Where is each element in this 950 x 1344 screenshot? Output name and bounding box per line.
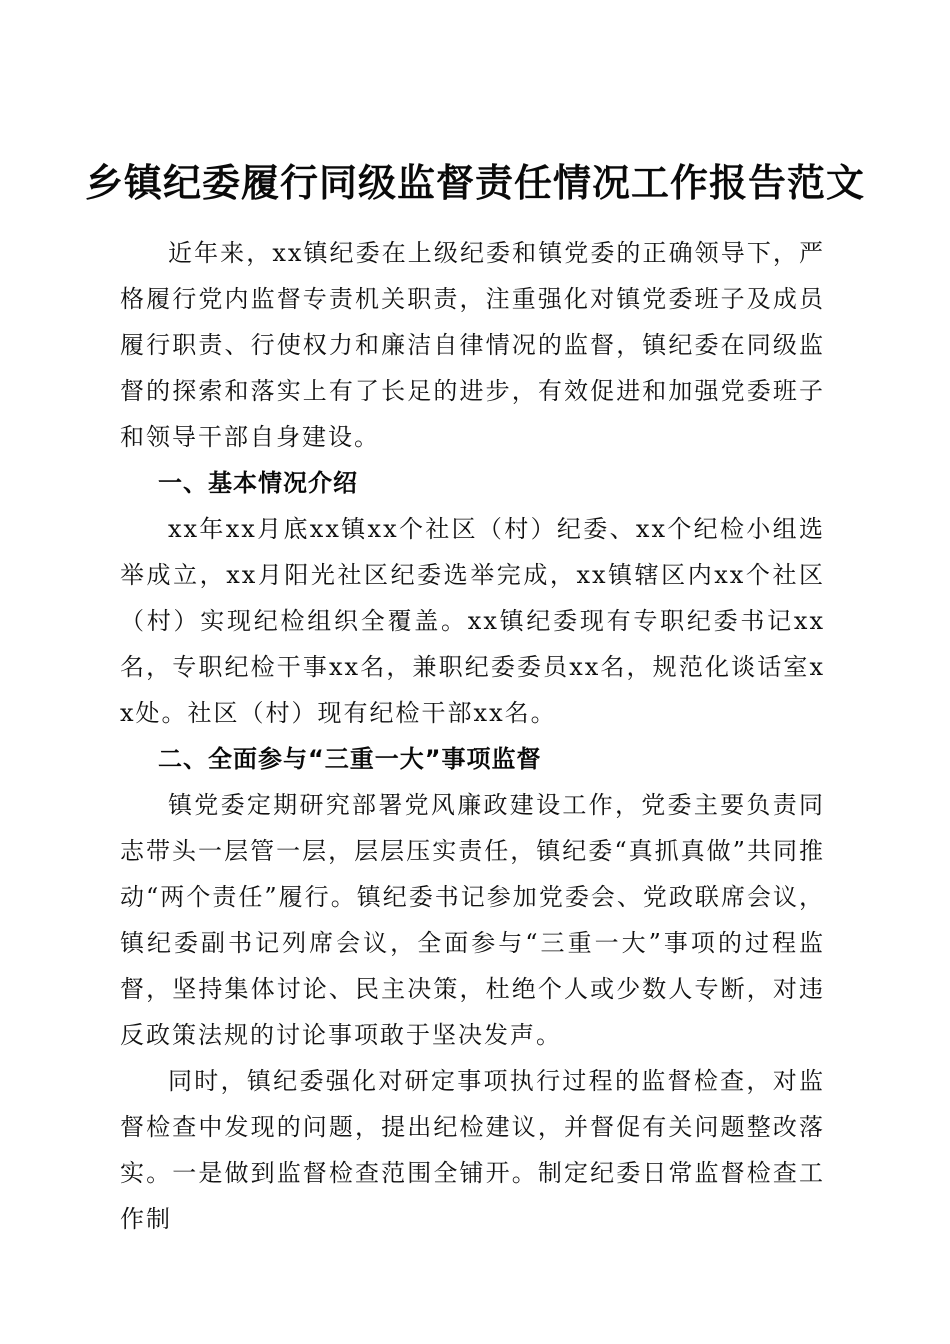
intro-paragraph: 近年来，xx镇纪委在上级纪委和镇党委的正确领导下，严格履行党内监督专责机关职责，注重强化对镇党委班子及成员履行职责、行使权力和廉洁自律情况的监督，镇纪委在同级监督的探索和落实上有了长足的进步，有效促进和加强党委班子和领导干部自身建设。 <box>120 239 825 451</box>
section-heading-basic-info: 一、基本情况介绍 <box>158 469 358 497</box>
section-paragraph: 镇党委定期研究部署党风廉政建设工作，党委主要负责同志带头一层管一层，层层压实责任，镇纪委“真抓真做”共同推动“两个责任”履行。镇纪委书记参加党委会、党政联席会议，镇纪委副书记列席会议，全面参与“三重一大”事项的过程监督，坚持集体讨论、民主决策，杜绝个人或少数人专断，对违反政策法规的讨论事项敢于坚决发声。 <box>120 791 825 1049</box>
document-body <box>120 230 825 1242</box>
section-paragraph: xx年xx月底xx镇xx个社区（村）纪委、xx个纪检小组选举成立，xx月阳光社区纪委选举完成，xx镇辖区内xx个社区（村）实现纪检组织全覆盖。xx镇纪委现有专职纪委书记xx名，专职纪检干事xx名，兼职纪委委员xx名，规范化谈话室xx处。社区（村）现有纪检干部xx名。 <box>120 515 825 727</box>
section-heading-supervision: 二、全面参与“三重一大”事项监督 <box>158 745 542 773</box>
document-title: 乡镇纪委履行同级监督责任情况工作报告范文 <box>84 160 865 206</box>
section-paragraph: 同时，镇纪委强化对研定事项执行过程的监督检查，对监督检查中发现的问题，提出纪检建议，并督促有关问题整改落实。一是做到监督检查范围全铺开。制定纪委日常监督检查工作制 <box>120 1067 825 1233</box>
